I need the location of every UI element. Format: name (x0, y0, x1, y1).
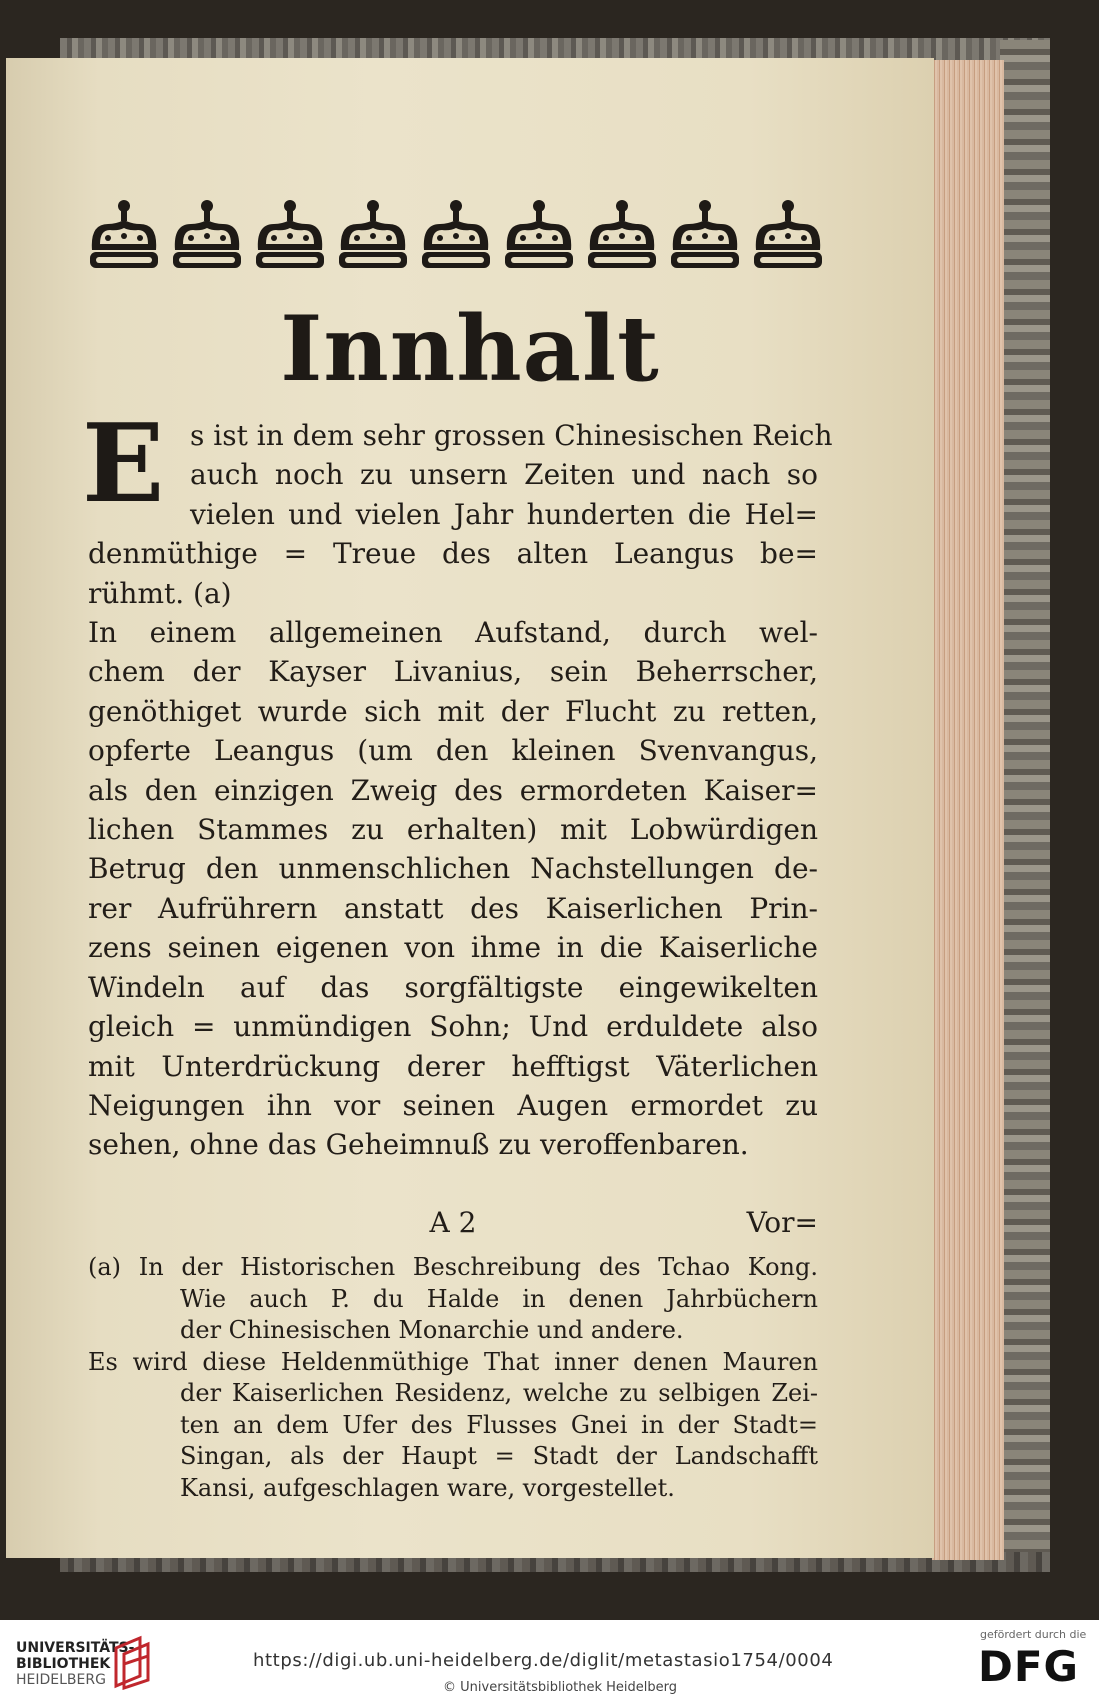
main-text-block (82, 401, 833, 1165)
page-edges (932, 60, 1004, 1560)
crown-ornament-icon (667, 198, 743, 272)
text-line: auch noch zu unsern Zeiten und nach so (190, 458, 818, 492)
book-cover-right (1000, 40, 1050, 1560)
text-line: In einem allgemeinen Aufstand, durch wel- (88, 616, 818, 650)
funding-note: gefördert durch die (980, 1628, 1087, 1641)
text-line: rühmt. (a) (88, 576, 232, 610)
text-line: sehen, ohne das Geheimnuß zu veroffenbaren. (88, 1128, 749, 1162)
text-line: vielen und vielen Jahr hunderten die Hel= (190, 497, 818, 531)
text-line: rer Aufrührern anstatt des Kaiserlichen Prin- (88, 891, 818, 925)
book-page (6, 58, 934, 1558)
text-line: lichen Stammes zu erhalten) mit Lobwürdigen (88, 813, 818, 847)
text-line: s ist in dem sehr grossen Chinesischen Reich (190, 419, 833, 452)
footnote-line: der Chinesischen Monarchie und andere. (180, 1316, 684, 1344)
text-line: zens seinen eigenen von ihme in die Kaiserliche (88, 931, 818, 965)
text-line: denmüthige = Treue des alten Leangus be= (88, 537, 818, 571)
crown-ornament-row (86, 198, 826, 272)
text-line: Neigungen ihn vor seinen Augen ermordet zu (88, 1088, 818, 1122)
book-cover-top (60, 38, 1050, 60)
footnote-line: Kansi, aufgeschlagen ware, vorgestellet. (180, 1473, 675, 1502)
library-logo-icon[interactable] (110, 1634, 152, 1690)
page-title: Innhalt (280, 296, 660, 402)
footnote-line: Wie auch P. du Halde in denen Jahrbüchern (180, 1284, 818, 1313)
viewer-footer (0, 1620, 1099, 1707)
crown-ornament-icon (252, 198, 328, 272)
text-line: genöthiget wurde sich mit der Flucht zu retten, (88, 694, 818, 728)
footnote-line: ten an dem Ufer des Flusses Gnei in der Stadt= (180, 1410, 818, 1439)
drop-cap: E (82, 401, 165, 527)
crown-ornament-icon (418, 198, 494, 272)
text-line: als den einzigen Zweig des ermordeten Kaiser= (88, 773, 818, 807)
copyright-notice: © Universitätsbibliothek Heidelberg (443, 1680, 678, 1695)
signature-mark: A 2 (429, 1206, 477, 1239)
crown-ornament-icon (501, 198, 577, 272)
text-line: mit Unterdrückung derer hefftigst Väterlichen (88, 1049, 818, 1083)
text-line: Betrug den unmenschlichen Nachstellungen de- (88, 852, 818, 886)
crown-ornament-icon (750, 198, 826, 272)
crown-ornament-icon (584, 198, 660, 272)
footnote-line: (a) In der Historischen Beschreibung des Tchao Kong. (88, 1253, 818, 1281)
text-line: chem der Kayser Livanius, sein Beherrscher, (88, 655, 818, 689)
logo-line-3: HEIDELBERG (16, 1672, 106, 1688)
logo-line-1: UNIVERSITÄTS- (16, 1640, 135, 1656)
text-line: gleich = unmündigen Sohn; Und erduldete also (88, 1010, 818, 1044)
footnote-line: Es wird diese Heldenmüthige That inner denen Mauren (88, 1347, 818, 1376)
text-line: Windeln auf das sorgfältigste eingewikelten (88, 970, 818, 1004)
footnote-line: Singan, als der Haupt = Stadt der Landschafft (180, 1442, 818, 1470)
catchword: Vor= (746, 1206, 818, 1239)
logo-line-2: BIBLIOTHEK (16, 1656, 111, 1672)
crown-ornament-icon (335, 198, 411, 272)
footnote-line: der Kaiserlichen Residenz, welche zu selbigen Zei- (180, 1379, 818, 1407)
footnotes-block (88, 1252, 818, 1504)
dfg-logo[interactable]: DFG (978, 1642, 1080, 1691)
permalink-url[interactable]: https://digi.ub.uni-heidelberg.de/diglit/metastasio1754/0004 (253, 1650, 834, 1671)
crown-ornament-icon (86, 198, 162, 272)
text-line: opferte Leangus (um den kleinen Svenvangus, (88, 734, 818, 768)
crown-ornament-icon (169, 198, 245, 272)
signature-line (88, 1206, 818, 1246)
